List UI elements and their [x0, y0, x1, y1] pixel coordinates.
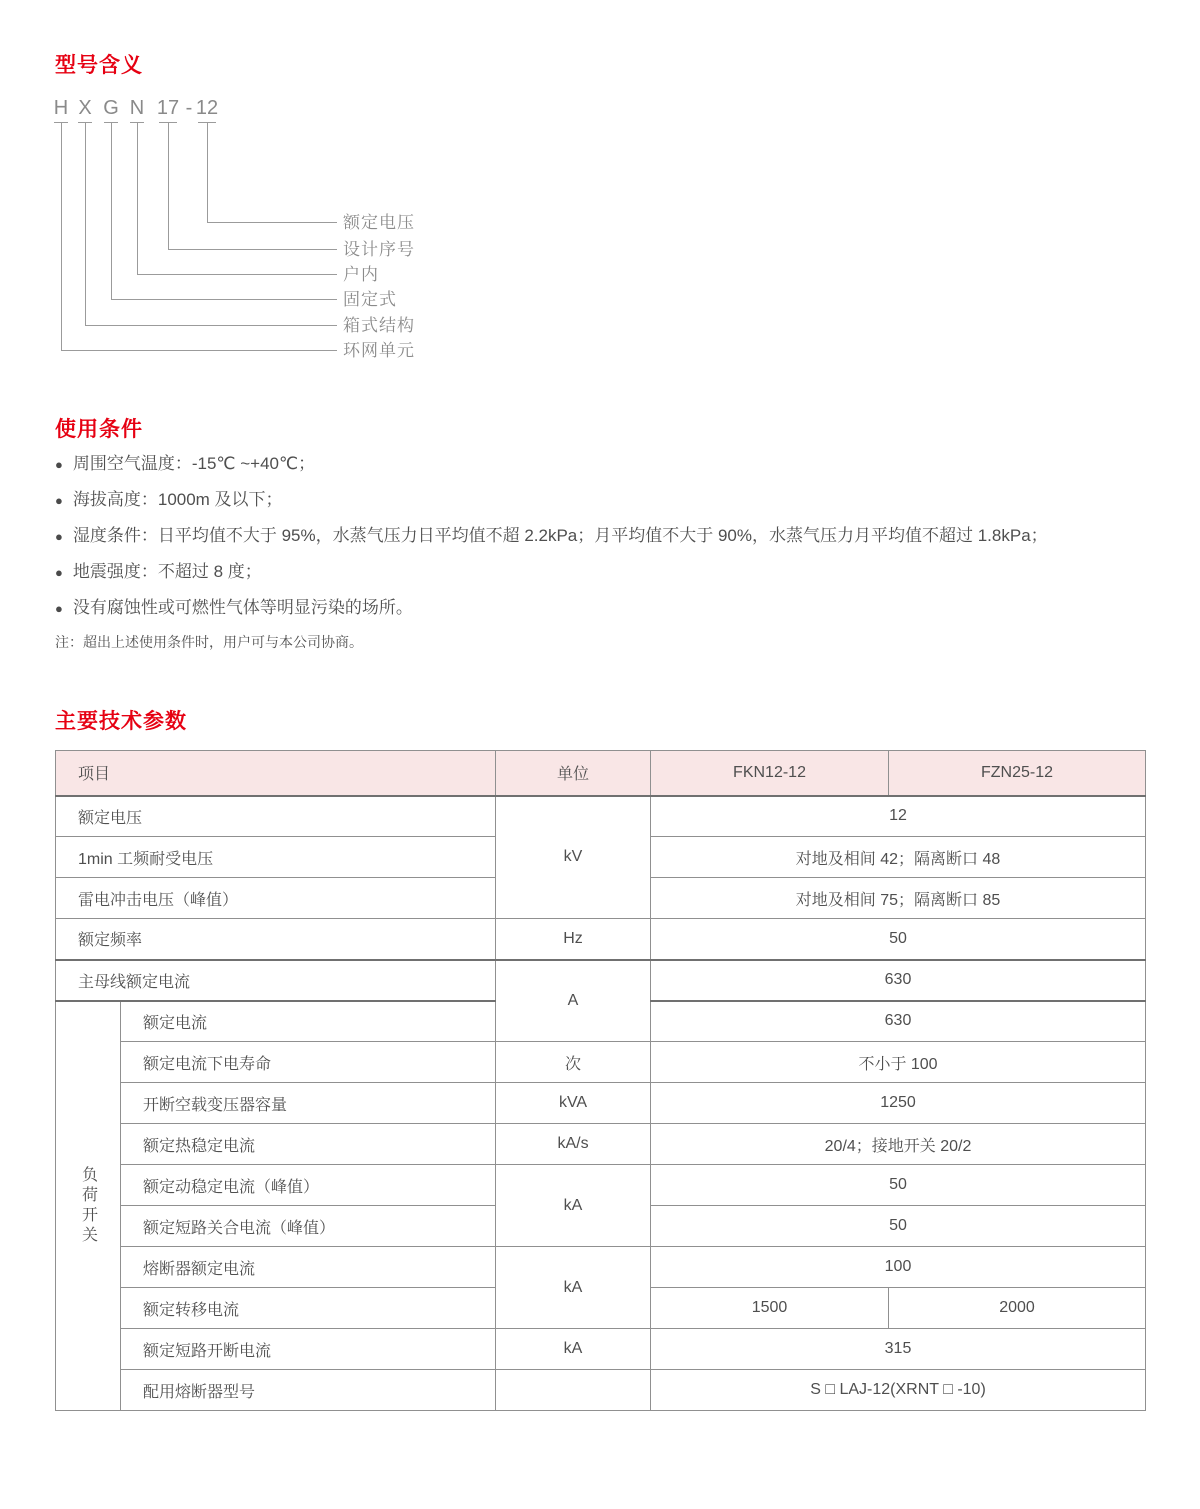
table-row — [56, 1042, 1146, 1083]
bullet-icon: ● — [55, 529, 63, 544]
param-name-cell: 额定短路关合电流（峰值） — [121, 1206, 496, 1247]
param-name-cell: 熔断器额定电流 — [121, 1247, 496, 1288]
model-code-part: H — [53, 97, 69, 119]
param-value-cell: 50 — [651, 1206, 1146, 1247]
param-name-cell: 1min 工频耐受电压 — [56, 837, 496, 878]
section-title-technical-parameters: 主要技术参数 — [55, 710, 187, 733]
bullet-icon: ● — [55, 457, 63, 472]
usage-item-text: 海拔高度：1000m 及以下； — [72, 490, 283, 509]
document-page — [0, 52, 1200, 1411]
param-value-cell: 1250 — [651, 1083, 1146, 1124]
model-branch-label: 固定式 — [343, 290, 397, 309]
bullet-icon: ● — [55, 601, 63, 616]
table-row — [56, 1370, 1146, 1411]
param-value-cell: 50 — [651, 1165, 1146, 1206]
param-name-cell: 额定短路开断电流 — [121, 1329, 496, 1370]
param-value-cell: 630 — [651, 1001, 1146, 1042]
param-value-cell: 对地及相间 75；隔离断口 85 — [651, 878, 1146, 919]
param-unit-cell: kA/s — [496, 1124, 651, 1165]
param-unit-cell: kA — [496, 1247, 651, 1329]
model-branch-label: 箱式结构 — [343, 316, 415, 335]
param-name-cell: 额定电流 — [121, 1001, 496, 1042]
bullet-icon: ● — [55, 493, 63, 508]
model-branch-label: 环网单元 — [343, 341, 415, 360]
table-row — [56, 1329, 1146, 1370]
param-unit-cell: A — [496, 960, 651, 1042]
usage-item — [55, 452, 1145, 477]
model-branch-label: 额定电压 — [343, 213, 415, 232]
param-value-cell: 630 — [651, 960, 1146, 1001]
table-row — [56, 1083, 1146, 1124]
model-meaning-diagram — [55, 96, 1145, 368]
table-header-cell: FZN25-12 — [889, 751, 1146, 796]
model-branch-label: 设计序号 — [343, 240, 415, 259]
usage-item-text: 没有腐蚀性或可燃性气体等明显污染的场所。 — [72, 598, 413, 617]
param-value-cell: 20/4；接地开关 20/2 — [651, 1124, 1146, 1165]
section-title-model-meaning: 型号含义 — [55, 54, 143, 77]
param-unit-cell: kA — [496, 1165, 651, 1247]
model-code-part: N — [129, 97, 145, 119]
table-row — [56, 1124, 1146, 1165]
param-name-cell: 额定热稳定电流 — [121, 1124, 496, 1165]
param-unit-cell: kVA — [496, 1083, 651, 1124]
table-header-cell: FKN12-12 — [651, 751, 889, 796]
usage-item — [55, 560, 1145, 585]
parameters-table — [55, 750, 1146, 1411]
param-name-cell: 额定动稳定电流（峰值） — [121, 1165, 496, 1206]
param-name-cell: 额定电压 — [56, 796, 496, 837]
model-code-part: 12 — [195, 97, 219, 119]
param-unit-cell: 次 — [496, 1042, 651, 1083]
param-value-cell: 2000 — [889, 1288, 1146, 1329]
param-value-cell: 不小于 100 — [651, 1042, 1146, 1083]
table-row — [56, 796, 1146, 837]
param-name-cell: 主母线额定电流 — [56, 960, 496, 1001]
param-value-cell: 50 — [651, 919, 1146, 960]
usage-item-text: 湿度条件：日平均值不大于 95%，水蒸气压力日平均值不超 2.2kPa；月平均值不大于 90%，水蒸气压力月平均值不超过 1.8kPa； — [72, 526, 1048, 545]
param-value-cell: 12 — [651, 796, 1146, 837]
param-value-cell: 100 — [651, 1247, 1146, 1288]
model-code-part: X — [78, 97, 92, 119]
param-name-cell: 开断空载变压器容量 — [121, 1083, 496, 1124]
table-header-row — [56, 751, 1146, 796]
group-label-cell: 负荷开关 — [56, 1001, 121, 1411]
section-title-usage-conditions: 使用条件 — [55, 418, 143, 441]
table-row — [56, 1247, 1146, 1288]
usage-item — [55, 596, 1145, 621]
param-name-cell: 额定转移电流 — [121, 1288, 496, 1329]
param-value-cell: 对地及相间 42；隔离断口 48 — [651, 837, 1146, 878]
usage-item-text: 周围空气温度：-15℃ ~+40℃； — [72, 454, 316, 473]
param-name-cell: 配用熔断器型号 — [121, 1370, 496, 1411]
usage-item-text: 地震强度：不超过 8 度； — [72, 562, 262, 581]
usage-item — [55, 488, 1145, 513]
model-code-part: G — [103, 97, 119, 119]
usage-item — [55, 524, 1145, 549]
table-row — [56, 1165, 1146, 1206]
param-value-cell: 1500 — [651, 1288, 889, 1329]
table-row — [56, 960, 1146, 1001]
param-name-cell: 额定频率 — [56, 919, 496, 960]
model-branch-label: 户内 — [343, 265, 379, 284]
usage-conditions-list — [55, 452, 1145, 652]
model-code-part: 17 — [156, 97, 180, 119]
param-unit-cell: Hz — [496, 919, 651, 960]
usage-note: 注：超出上述使用条件时，用户可与本公司协商。 — [55, 634, 363, 650]
table-header-cell: 项目 — [56, 751, 496, 796]
param-unit-cell — [496, 1370, 651, 1411]
model-code-part: - — [185, 97, 193, 119]
param-name-cell: 雷电冲击电压（峰值） — [56, 878, 496, 919]
bullet-icon: ● — [55, 565, 63, 580]
param-name-cell: 额定电流下电寿命 — [121, 1042, 496, 1083]
param-unit-cell: kV — [496, 796, 651, 919]
table-row — [56, 919, 1146, 960]
param-value-cell: 315 — [651, 1329, 1146, 1370]
table-header-cell: 单位 — [496, 751, 651, 796]
model-branch-line — [61, 122, 337, 351]
param-value-cell: S □ LAJ-12(XRNT □ -10) — [651, 1370, 1146, 1411]
param-unit-cell: kA — [496, 1329, 651, 1370]
